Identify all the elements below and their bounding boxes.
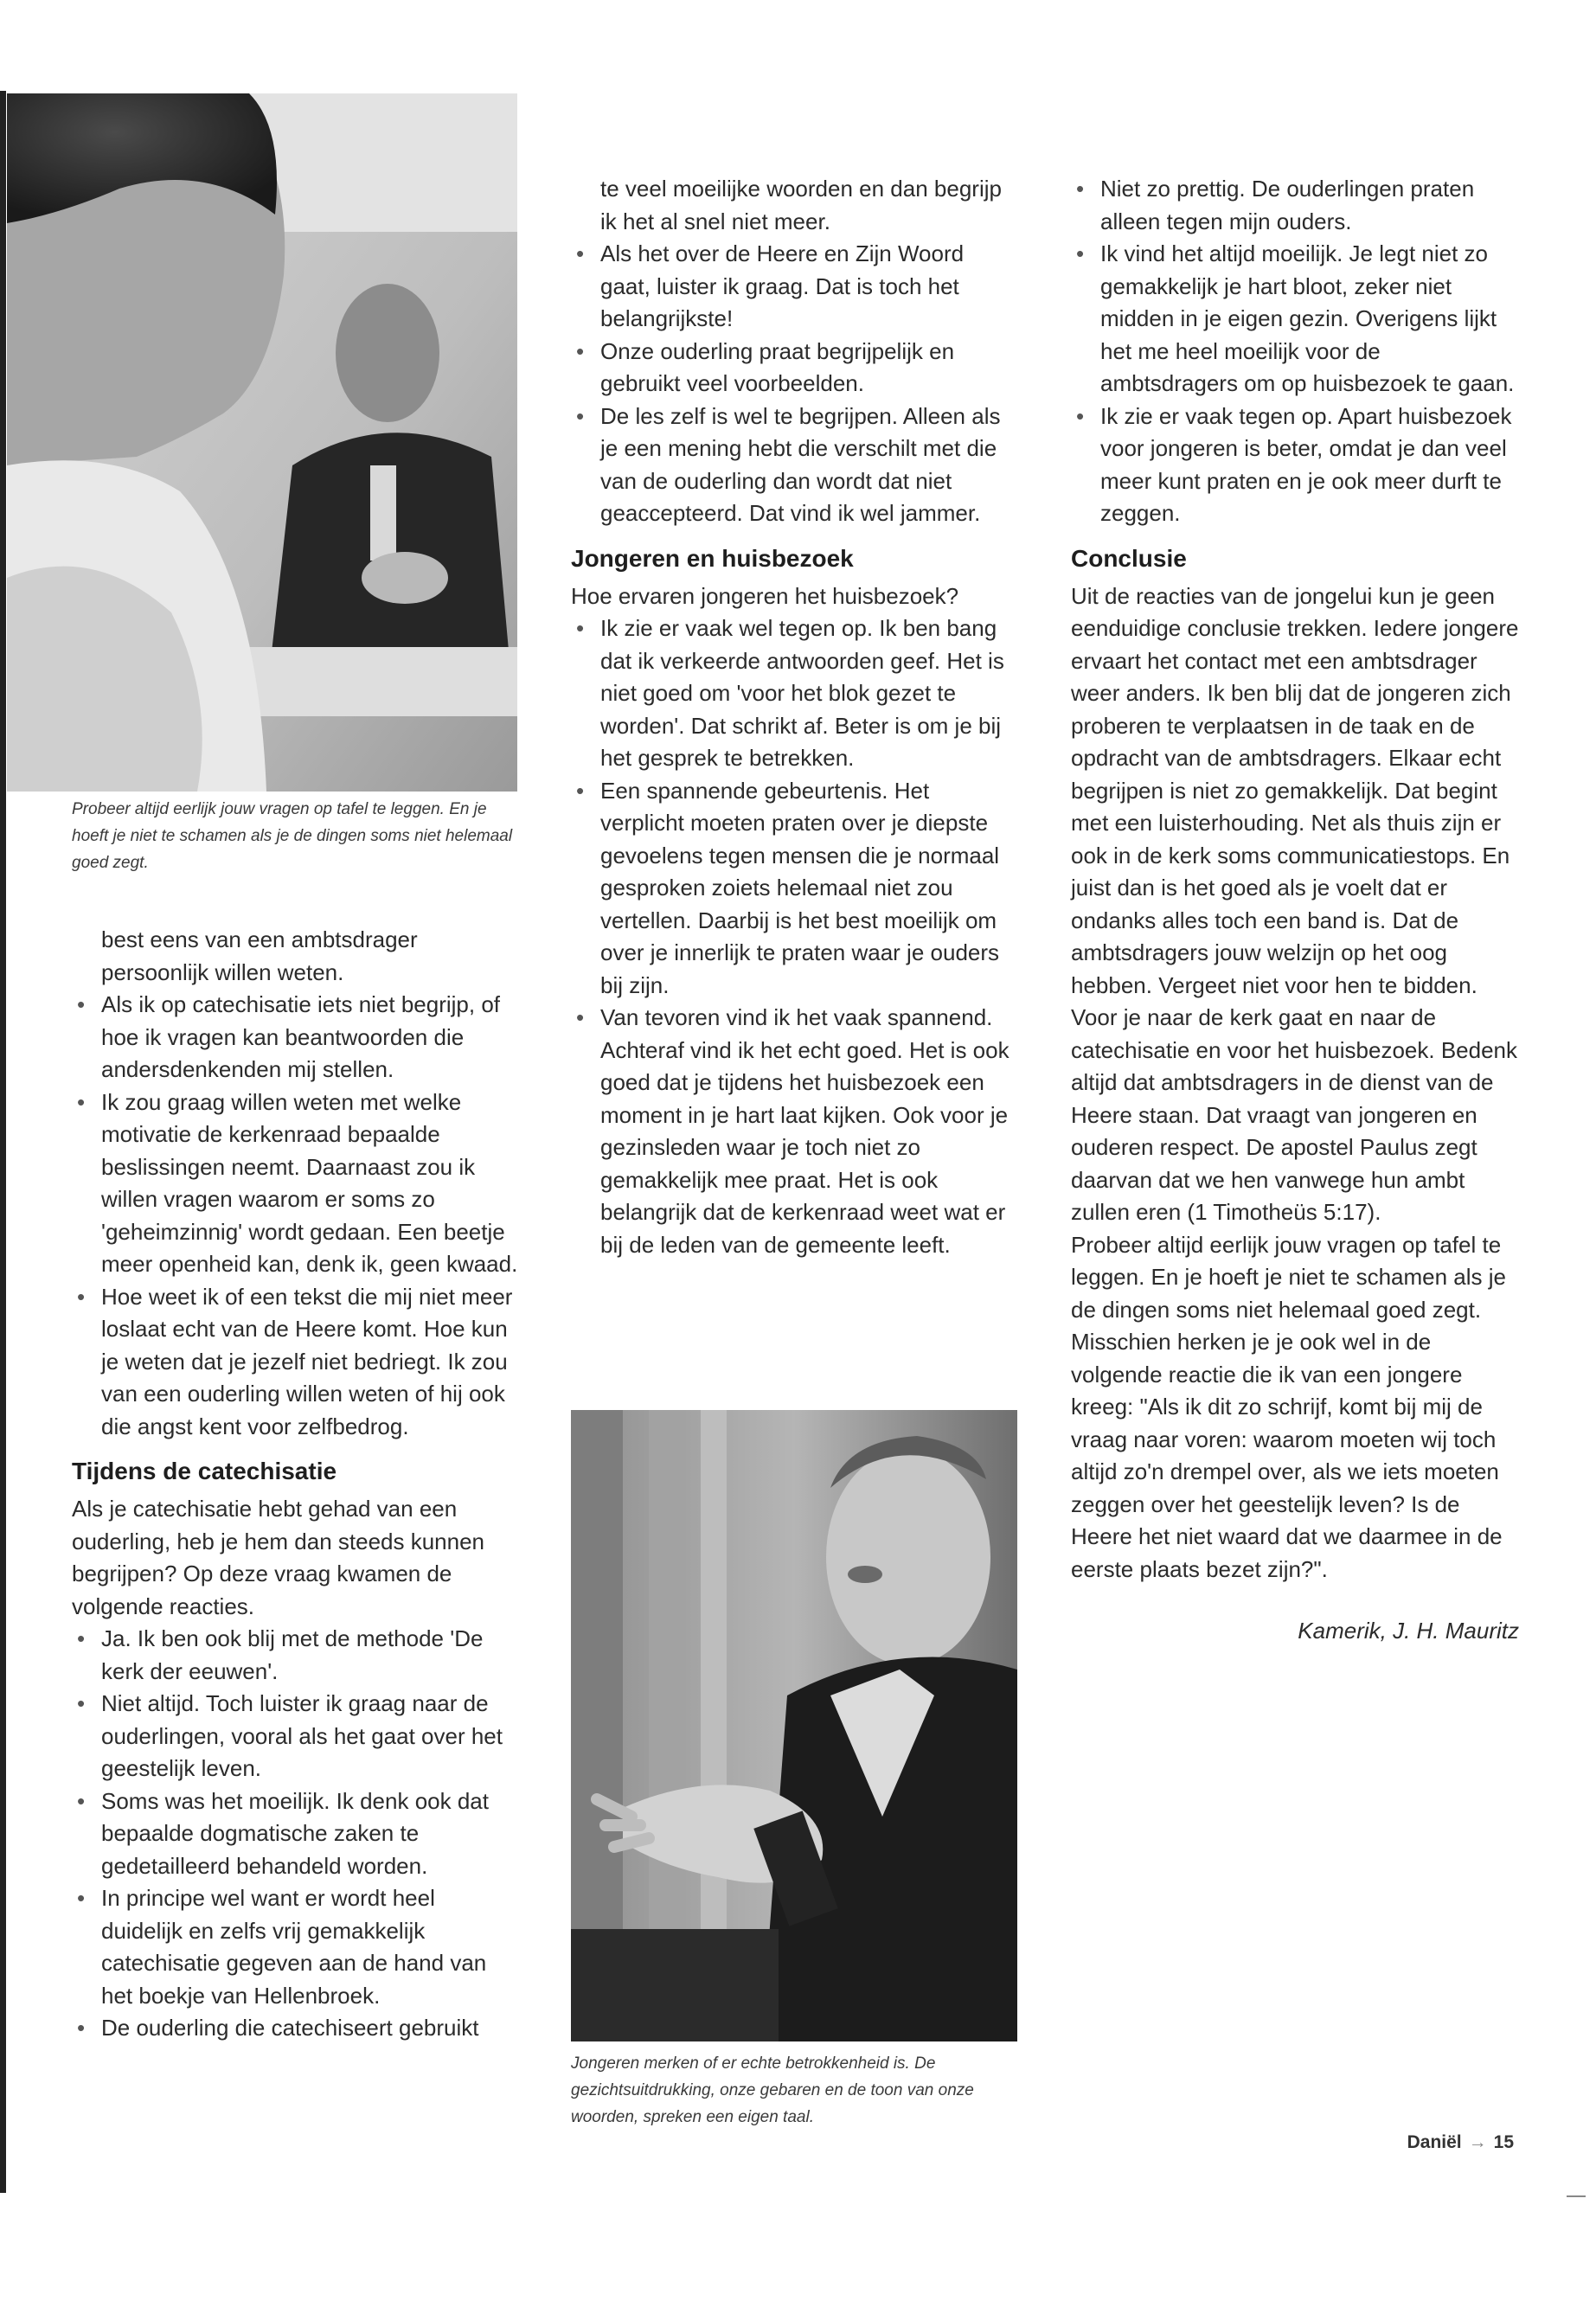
list-item: • Van tevoren vind ik het vaak spannend. Achteraf vind ik het echt goed. Het is ook goed dat je tijdens het huisbezoek een moment in je hart laat kijken. Ook voor je gezinsleden waar je toch niet zo gemakkelijk mee praat. Het is ook belangrijk dat de kerkenraad weet wat er bij de leden van de gemeente leeft. [571,1002,1016,1261]
bullet-continuation: best eens van een ambtsdrager persoonlijk willen weten. [101,926,418,985]
arrow-icon: → [1468,2132,1487,2152]
page-footer [1407,2132,1514,2153]
list-item: • Niet zo prettig. De ouderlingen praten alleen tegen mijn ouders. [1071,173,1521,238]
photo-top-caption: Probeer altijd eerlijk jouw vragen op tafel te leggen. En je hoeft je niet te schamen als je de dingen soms niet helemaal goed zegt. [72,800,513,872]
list-item: • Als ik op catechisatie iets niet begrijp, of hoe ik vragen kan beantwoorden die andersdenkenden mij stellen. [72,989,522,1086]
list-item: • Als het over de Heere en Zijn Woord gaat, luister ik graag. Dat is toch het belangrijkste! [571,238,1016,336]
bullet-list-huisbezoek-continued [1071,173,1521,530]
list-item: • Ik zou graag willen weten met welke motivatie de kerkenraad bepaalde beslissingen neemt. Daarnaast zou ik willen vragen waarom er soms zo 'geheimzinnig' wordt gedaan. Een beetje meer openheid kan, denk ik, geen kwaad. [72,1086,522,1281]
list-item: • De ouderling die catechiseert gebruikt [72,2012,522,2045]
section-heading-catechisatie: Tijdens de catechisatie [72,1458,337,1484]
bullet-list-huisbezoek [571,612,1016,1261]
paragraph: Misschien herken je je ook wel in de volgende reactie die ik van een jongere kreeg: "Als ik dit zo schrijf, komt bij mij de vraag naar voren: waarom moeten wij toch altijd zo'n drempel over, als we iets moeten zeggen over het geestelijk leven? Is de Heere het niet waard dat we daarmee in de eerste plaats bezet zijn?". [1071,1329,1503,1582]
page-edge [0,91,6,2193]
section-heading-huisbezoek: Jongeren en huisbezoek [571,544,854,572]
column-2 [571,173,1016,1261]
magazine-name: Daniël [1407,2132,1462,2152]
list-item: • In principe wel want er wordt heel duidelijk en zelfs vrij gemakkelijk catechisatie gegeven aan de hand van het boekje van Hellenbroek. [72,1882,522,2012]
crop-mark [1567,2195,1586,2197]
bullet-continuation: te veel moeilijke woorden en dan begrijp ik het al snel niet meer. [600,176,1002,234]
photo-bottom-caption: Jongeren merken of er echte betrokkenheid is. De gezichtsuitdrukking, onze gebaren en de toon van onze woorden, spreken een eigen taal. [571,2054,974,2126]
author-signature: Kamerik, J. H. Mauritz [1298,1618,1519,1644]
bullet-list-reactions-continued [571,238,1016,530]
bullet-list-reactions [72,1623,522,2045]
list-item: • Ik vind het altijd moeilijk. Je legt niet zo gemakkelijk je hart bloot, zeker niet midden in je eigen gezin. Overigens lijkt het me heel moeilijk voor de ambtsdragers om op huisbezoek te gaan. [1071,238,1521,401]
photo-elder-gesturing [571,1410,1017,2041]
list-item: • Hoe weet ik of een tekst die mij niet meer loslaat echt van de Heere komt. Hoe kun je weten dat je jezelf niet bedriegt. Ik zou van een ouderling willen weten of hij ook die angst kent voor zelfbedrog. [72,1281,522,1444]
list-item: • Niet altijd. Toch luister ik graag naar de ouderlingen, vooral als het gaat over het geestelijk leven. [72,1688,522,1785]
list-item: • Ik zie er vaak tegen op. Apart huisbezoek voor jongeren is beter, omdat je dan veel meer kunt praten en je ook meer durft te zeggen. [1071,401,1521,530]
list-item: • Een spannende gebeurtenis. Het verplicht moeten praten over je diepste gevoelens tegen mensen die je normaal gesproken zoiets helemaal niet zou vertellen. Daarbij is het best moeilijk om over je innerlijk te praten waar je ouders bij zijn. [571,775,1016,1003]
bullet-list-questions [72,989,522,1443]
photo-student-and-elder [7,93,517,792]
section-heading-conclusie: Conclusie [1071,544,1187,572]
list-item: • Soms was het moeilijk. Ik denk ook dat bepaalde dogmatische zaken te gedetailleerd behandeld worden. [72,1785,522,1883]
list-item: • Ja. Ik ben ook blij met de methode 'De kerk der eeuwen'. [72,1623,522,1688]
list-item: • Onze ouderling praat begrijpelijk en gebruikt veel voorbeelden. [571,336,1016,401]
column-1 [72,924,522,2045]
column-3 [1071,173,1521,1648]
paragraph: Uit de reacties van de jongelui kun je geen eenduidige conclusie trekken. Iedere jongere ervaart het contact met een ambtsdrager weer anders. Ik ben blij dat de jongeren zich proberen te verplaatsen in de taak en de opdracht van de ambtsdragers. Elkaar echt begrijpen is niet zo gemakkelijk. Dat begint met een luisterhouding. Net als thuis zijn er ook in de kerk soms communicatiestops. En juist dan is het goed als je voelt dat er ondanks alles toch een band is. Dat de ambtsdragers jouw welzijn op het oog hebben. Vergeet niet voor hen te bidden. Voor je naar de kerk gaat en naar de catechisatie en voor het huisbezoek. Bedenk altijd dat ambtsdragers in de dienst van de Heere staan. Dat vraagt van jongeren en ouderen respect. De apostel Paulus zegt daarvan dat we hen vanwege hun ambt zullen eren (1 Timotheüs 5:17). [1071,582,1519,1225]
list-item: • Ik zie er vaak wel tegen op. Ik ben bang dat ik verkeerde antwoorden geef. Het is niet goed om 'voor het blok gezet te worden'. Dat schrikt af. Beter is om je bij het gesprek te betrekken. [571,612,1016,775]
page-number: 15 [1493,2132,1514,2152]
paragraph: Hoe ervaren jongeren het huisbezoek? [571,582,959,609]
paragraph: Probeer altijd eerlijk jouw vragen op tafel te leggen. En je hoeft je niet te schamen als je de dingen soms niet helemaal goed zegt. [1071,1231,1506,1323]
list-item: • De les zelf is wel te begrijpen. Alleen als je een mening hebt die verschilt met die van de ouderling dan wordt dat niet geaccepteerd. Dat vind ik wel jammer. [571,401,1016,530]
paragraph: Als je catechisatie hebt gehad van een ouderling, heb je hem dan steeds kunnen begrijpen? Op deze vraag kwamen de volgende reacties. [72,1496,485,1619]
